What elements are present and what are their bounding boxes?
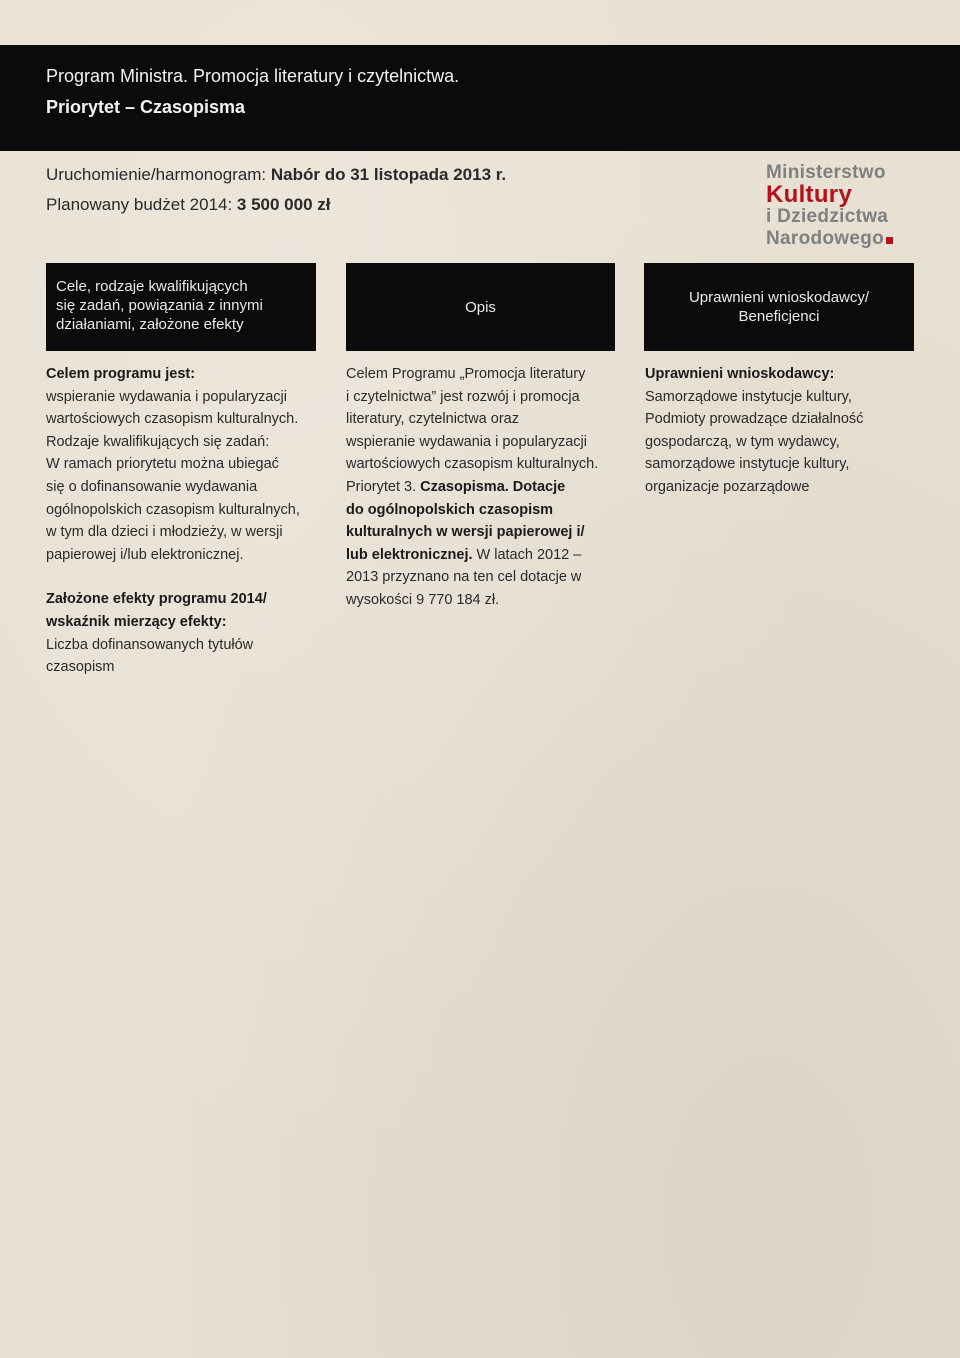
- description-line: i czytelnictwa” jest rozwój i promocja: [346, 388, 580, 405]
- column-header-beneficiaries-line: Uprawnieni wnioskodawcy/: [688, 289, 870, 306]
- priority-title: Priorytet – Czasopisma: [46, 97, 246, 117]
- beneficiaries-line: samorządowe instytucje kultury,: [645, 456, 850, 473]
- beneficiaries-heading: Uprawnieni wnioskodawcy:: [645, 366, 835, 382]
- task-types-line: papierowej i/lub elektronicznej.: [46, 546, 244, 563]
- task-types-line: w tym dla dzieci i młodzieży, w wersji: [46, 524, 283, 541]
- beneficiaries-line: Samorządowe instytucje kultury,: [645, 388, 852, 405]
- budget-value: 3 500 000 zł: [236, 195, 331, 214]
- schedule-label: Uruchomienie/harmonogram:: [46, 165, 271, 184]
- logo-dot-icon: [886, 237, 893, 244]
- description-line: wspieranie wydawania i popularyzacji: [346, 433, 587, 450]
- logo-line-2: Kultury: [766, 181, 853, 208]
- description-plain: W latach 2012 –: [472, 546, 582, 563]
- description-plain: Priorytet 3.: [346, 478, 421, 495]
- description-line: [346, 544, 636, 567]
- ministry-logo: [766, 162, 893, 250]
- effects-heading: Założone efekty programu 2014/: [46, 591, 267, 608]
- goal-line: wspieranie wydawania i popularyzacji: [46, 388, 287, 405]
- description-line: wartościowych czasopism kulturalnych.: [346, 456, 599, 473]
- description-column: [346, 363, 636, 612]
- logo-line-4-wrap: [766, 228, 893, 250]
- task-types-heading: Rodzaje kwalifikujących się zadań:: [46, 433, 270, 450]
- logo-line-3: i Dziedzictwa: [766, 206, 889, 227]
- task-types-line: się o dofinansowanie wydawania: [46, 478, 258, 495]
- beneficiaries-column: [645, 363, 935, 499]
- goal-line: wartościowych czasopism kulturalnych.: [46, 411, 299, 428]
- description-bold: do ogólnopolskich czasopism: [346, 501, 554, 518]
- column-header-goals-line: działaniami, założone efekty: [56, 316, 244, 333]
- description-line: [346, 476, 636, 499]
- column-header-goals: [46, 263, 316, 351]
- logo-line-1: Ministerstwo: [766, 162, 886, 183]
- schedule-line: [46, 165, 506, 185]
- title-banner: [0, 45, 960, 151]
- task-types-line: ogólnopolskich czasopism kulturalnych,: [46, 501, 300, 518]
- beneficiaries-line: gospodarczą, w tym wydawcy,: [645, 433, 840, 450]
- column-header-beneficiaries-line: Beneficjenci: [738, 308, 820, 325]
- schedule-value: Nabór do 31 listopada 2013 r.: [270, 165, 507, 184]
- description-line: 2013 przyznano na ten cel dotacje w: [346, 569, 582, 586]
- column-header-description-label: Opis: [465, 298, 496, 316]
- goals-column: [46, 363, 336, 679]
- effects-line: czasopism: [46, 659, 115, 676]
- description-bold: lub elektronicznej.: [346, 546, 473, 563]
- description-bold: Czasopisma. Dotacje: [420, 478, 566, 495]
- effects-line: Liczba dofinansowanych tytułów: [46, 636, 254, 653]
- effects-heading: wskaźnik mierzący efekty:: [46, 613, 227, 630]
- column-header-beneficiaries: [644, 263, 914, 351]
- task-types-line: W ramach priorytetu można ubiegać: [46, 456, 279, 473]
- column-header-description: [346, 263, 615, 351]
- budget-label: Planowany budżet 2014:: [46, 195, 237, 214]
- beneficiaries-line: Podmioty prowadzące działalność: [645, 411, 864, 428]
- budget-line: [46, 195, 331, 215]
- goal-heading: Celem programu jest:: [46, 366, 196, 382]
- description-line: wysokości 9 770 184 zł.: [346, 591, 500, 608]
- description-line: Celem Programu „Promocja literatury: [346, 366, 586, 382]
- logo-line-4: Narodowego: [766, 228, 885, 249]
- program-title: Program Ministra. Promocja literatury i czytelnictwa.: [46, 66, 460, 86]
- description-line: literatury, czytelnictwa oraz: [346, 411, 519, 428]
- column-header-goals-line: się zadań, powiązania z innymi: [56, 297, 263, 314]
- beneficiaries-line: organizacje pozarządowe: [645, 478, 810, 495]
- description-bold: kulturalnych w wersji papierowej i/: [346, 524, 585, 541]
- column-header-goals-line: Cele, rodzaje kwalifikujących: [56, 278, 248, 295]
